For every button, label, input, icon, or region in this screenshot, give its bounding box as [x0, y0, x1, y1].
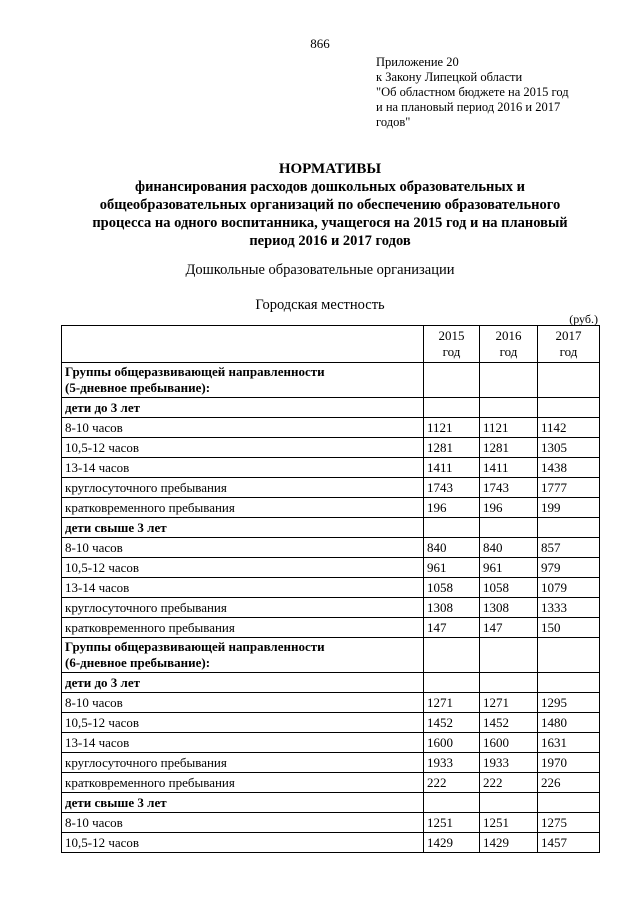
row-label-cell: 13-14 часов: [62, 458, 424, 478]
value-cell-2017: 1142: [538, 418, 600, 438]
group-heading-line: Группы общеразвивающей направленности: [65, 364, 325, 379]
row-label-cell: 8-10 часов: [62, 418, 424, 438]
value-cell-2017: 1970: [538, 753, 600, 773]
value-cell-2017: [538, 793, 600, 813]
table-row: [62, 538, 600, 558]
value-cell-2017: 226: [538, 773, 600, 793]
subtitle-organizations: Дошкольные образовательные организации: [185, 262, 455, 278]
value-cell-2016: 840: [480, 538, 538, 558]
value-cell-2016: 1281: [480, 438, 538, 458]
header-year-2015: 2015 год: [424, 326, 480, 363]
group-heading-row: [62, 638, 600, 673]
value-cell-2017: 1295: [538, 693, 600, 713]
value-cell-2015: 1308: [424, 598, 480, 618]
table-row: [62, 713, 600, 733]
row-label-cell: 8-10 часов: [62, 693, 424, 713]
value-cell-2017: 1305: [538, 438, 600, 458]
value-cell-2016: 1251: [480, 813, 538, 833]
value-cell-2016: 1058: [480, 578, 538, 598]
value-cell-2017: 857: [538, 538, 600, 558]
table-row: [62, 733, 600, 753]
value-cell-2015: 1743: [424, 478, 480, 498]
value-cell-2015: 1933: [424, 753, 480, 773]
value-cell-2015: 1281: [424, 438, 480, 458]
age-subheading-cell: дети свыше 3 лет: [62, 793, 424, 813]
table-row: [62, 478, 600, 498]
value-cell-2015: [424, 363, 480, 398]
value-cell-2015: 1600: [424, 733, 480, 753]
value-cell-2016: [480, 518, 538, 538]
value-cell-2016: [480, 398, 538, 418]
age-subheading-cell: дети до 3 лет: [62, 673, 424, 693]
value-cell-2015: 1058: [424, 578, 480, 598]
value-cell-2015: 1121: [424, 418, 480, 438]
value-cell-2016: [480, 793, 538, 813]
table-row: [62, 498, 600, 518]
value-cell-2016: 1429: [480, 833, 538, 853]
value-cell-2015: [424, 518, 480, 538]
value-cell-2017: 1631: [538, 733, 600, 753]
value-cell-2017: 1079: [538, 578, 600, 598]
age-subheading-row: [62, 398, 600, 418]
header-year-2016: 2016 год: [480, 326, 538, 363]
table-row: [62, 833, 600, 853]
age-subheading-cell: дети свыше 3 лет: [62, 518, 424, 538]
value-cell-2015: [424, 673, 480, 693]
value-cell-2017: [538, 363, 600, 398]
row-label-cell: 8-10 часов: [62, 813, 424, 833]
value-cell-2016: 1271: [480, 693, 538, 713]
unit-label: (руб.): [569, 312, 598, 326]
title-line: общеобразовательных организаций по обеспечению образовательного: [99, 197, 561, 213]
row-label-cell: 13-14 часов: [62, 733, 424, 753]
group-heading-line: (6-дневное пребывание):: [65, 655, 211, 670]
row-label-cell: кратковременного пребывания: [62, 773, 424, 793]
row-label-cell: 8-10 часов: [62, 538, 424, 558]
value-cell-2016: 222: [480, 773, 538, 793]
value-cell-2017: [538, 518, 600, 538]
value-cell-2016: 147: [480, 618, 538, 638]
value-cell-2015: [424, 398, 480, 418]
appendix-note: [376, 55, 596, 130]
value-cell-2017: 1480: [538, 713, 600, 733]
value-cell-2016: [480, 673, 538, 693]
value-cell-2017: 979: [538, 558, 600, 578]
value-cell-2015: 147: [424, 618, 480, 638]
value-cell-2017: 150: [538, 618, 600, 638]
row-label-cell: кратковременного пребывания: [62, 498, 424, 518]
value-cell-2016: [480, 638, 538, 673]
subtitle-locality: Городская местность: [255, 297, 385, 313]
row-label-cell: кратковременного пребывания: [62, 618, 424, 638]
document-title: [60, 160, 600, 250]
table-row: [62, 598, 600, 618]
row-label-cell: 10,5-12 часов: [62, 558, 424, 578]
header-year-2017: 2017 год: [538, 326, 600, 363]
group-heading-cell: [62, 638, 424, 673]
age-subheading-row: [62, 673, 600, 693]
value-cell-2016: 1411: [480, 458, 538, 478]
value-cell-2015: [424, 793, 480, 813]
group-heading-line: (5-дневное пребывание):: [65, 380, 211, 395]
table-row: [62, 773, 600, 793]
title-line: период 2016 и 2017 годов: [249, 233, 411, 249]
table-row: [62, 578, 600, 598]
norms-table-body: [62, 326, 600, 853]
value-cell-2017: 1438: [538, 458, 600, 478]
row-label-cell: 13-14 часов: [62, 578, 424, 598]
row-label-cell: 10,5-12 часов: [62, 833, 424, 853]
value-cell-2015: 961: [424, 558, 480, 578]
row-label-cell: круглосуточного пребывания: [62, 753, 424, 773]
value-cell-2016: 1600: [480, 733, 538, 753]
table-row: [62, 813, 600, 833]
appendix-line: годов": [376, 115, 411, 129]
group-heading-row: [62, 363, 600, 398]
title-main: НОРМАТИВЫ: [278, 161, 382, 177]
appendix-line: к Закону Липецкой области: [376, 70, 523, 84]
value-cell-2016: 1452: [480, 713, 538, 733]
age-subheading-row: [62, 518, 600, 538]
value-cell-2017: 1333: [538, 598, 600, 618]
title-line: финансирования расходов дошкольных образовательных и: [135, 179, 525, 195]
table-row: [62, 618, 600, 638]
table-row: [62, 693, 600, 713]
value-cell-2015: 196: [424, 498, 480, 518]
table-row: [62, 438, 600, 458]
table-row: [62, 558, 600, 578]
appendix-line: "Об областном бюджете на 2015 год: [376, 85, 569, 99]
row-label-cell: круглосуточного пребывания: [62, 598, 424, 618]
table-row: [62, 753, 600, 773]
title-line: процесса на одного воспитанника, учащегося на 2015 год и на плановый: [92, 215, 568, 231]
value-cell-2017: 1777: [538, 478, 600, 498]
value-cell-2016: 1743: [480, 478, 538, 498]
value-cell-2015: 840: [424, 538, 480, 558]
table-row: [62, 418, 600, 438]
row-label-cell: 10,5-12 часов: [62, 713, 424, 733]
group-heading-cell: [62, 363, 424, 398]
value-cell-2015: [424, 638, 480, 673]
value-cell-2015: 1271: [424, 693, 480, 713]
value-cell-2017: [538, 638, 600, 673]
value-cell-2017: 1275: [538, 813, 600, 833]
table-header-row: [62, 326, 600, 363]
row-label-cell: круглосуточного пребывания: [62, 478, 424, 498]
value-cell-2016: 961: [480, 558, 538, 578]
value-cell-2015: 1251: [424, 813, 480, 833]
value-cell-2015: 1411: [424, 458, 480, 478]
value-cell-2017: [538, 673, 600, 693]
value-cell-2015: 222: [424, 773, 480, 793]
age-subheading-row: [62, 793, 600, 813]
page-number: 866: [310, 36, 330, 51]
value-cell-2015: 1429: [424, 833, 480, 853]
value-cell-2017: [538, 398, 600, 418]
value-cell-2016: 1121: [480, 418, 538, 438]
value-cell-2015: 1452: [424, 713, 480, 733]
table-row: [62, 458, 600, 478]
header-label-cell: [62, 326, 424, 363]
group-heading-line: Группы общеразвивающей направленности: [65, 639, 325, 654]
value-cell-2017: 1457: [538, 833, 600, 853]
row-label-cell: 10,5-12 часов: [62, 438, 424, 458]
value-cell-2017: 199: [538, 498, 600, 518]
norms-table: [61, 325, 600, 853]
appendix-line: и на плановый период 2016 и 2017: [376, 100, 561, 114]
appendix-line: Приложение 20: [376, 55, 459, 69]
value-cell-2016: 1308: [480, 598, 538, 618]
value-cell-2016: [480, 363, 538, 398]
value-cell-2016: 196: [480, 498, 538, 518]
value-cell-2016: 1933: [480, 753, 538, 773]
age-subheading-cell: дети до 3 лет: [62, 398, 424, 418]
